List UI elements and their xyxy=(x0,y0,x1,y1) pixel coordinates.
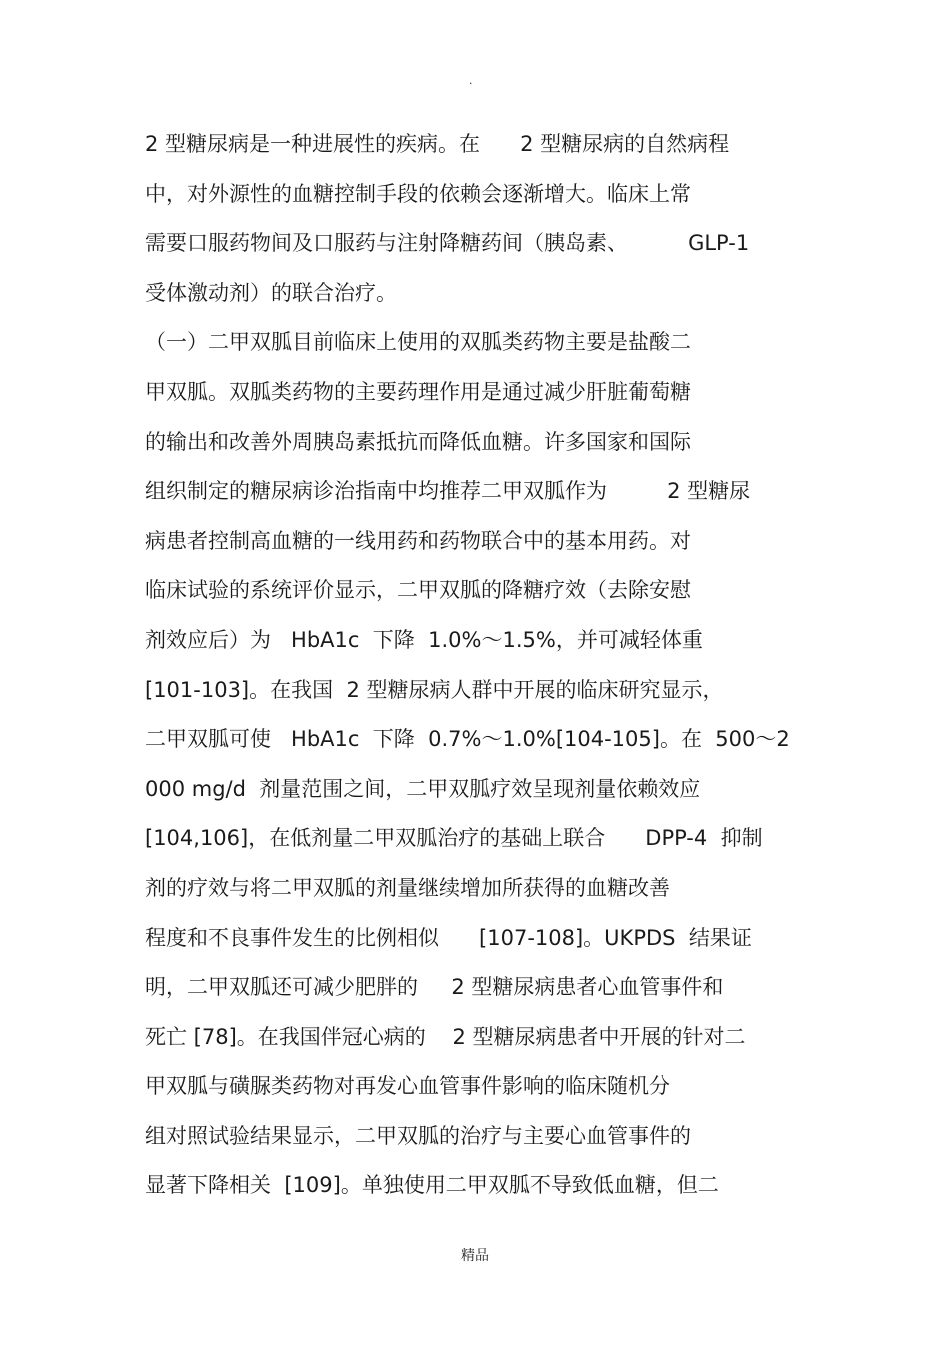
text-line: 甲双胍与磺脲类药物对再发心血管事件影响的临床随机分 xyxy=(145,1074,670,1099)
text-line: （一）二甲双胍目前临床上使用的双胍类药物主要是盐酸二 xyxy=(145,330,691,355)
text-line: 的输出和改善外周胰岛素抵抗而降低血糖。许多国家和国际 xyxy=(145,429,691,454)
text-line: 明，二甲双胍还可减少肥胖的 2 型糖尿病患者心血管事件和 xyxy=(145,975,724,1000)
text-line: 组对照试验结果显示，二甲双胍的治疗与主要心血管事件的 xyxy=(145,1123,691,1148)
page-footer: 精品 xyxy=(461,1248,489,1264)
text-line: 死亡 [78]。在我国伴冠心病的 2 型糖尿病患者中开展的针对二 xyxy=(145,1024,746,1049)
text-line: 2 型糖尿病是一种进展性的疾病。在 2 型糖尿病的自然病程 xyxy=(145,132,730,156)
text-line: 病患者控制高血糖的一线用药和药物联合中的基本用药。对 xyxy=(145,528,691,553)
text-line: 需要口服药物间及口服药与注射降糖药间（胰岛素、 GLP-1 xyxy=(145,231,750,256)
text-line: 甲双胍。双胍类药物的主要药理作用是通过减少肝脏葡萄糖 xyxy=(145,379,691,404)
text-line: 临床试验的系统评价显示，二甲双胍的降糖疗效（去除安慰 xyxy=(145,578,691,603)
header-dot: . xyxy=(469,74,473,87)
text-line: 000 mg/d 剂量范围之间，二甲双胍疗效呈现剂量依赖效应 xyxy=(145,776,701,801)
text-line: 剂效应后）为 HbA1c 下降 1.0%～1.5%，并可减轻体重 xyxy=(145,627,703,652)
text-line: 程度和不良事件发生的比例相似 [107-108]。UKPDS 结果证 xyxy=(145,925,752,950)
text-line: [104,106]，在低剂量二甲双胍治疗的基础上联合 DPP-4 抑制 xyxy=(145,826,763,851)
text-line: [101-103]。在我国 2 型糖尿病人群中开展的临床研究显示， xyxy=(145,677,724,702)
text-line: 显著下降相关 [109]。单独使用二甲双胍不导致低血糖，但二 xyxy=(145,1173,719,1198)
body-text xyxy=(145,124,825,1215)
text-line: 剂的疗效与将二甲双胍的剂量继续增加所获得的血糖改善 xyxy=(145,875,670,900)
text-line: 受体激动剂）的联合治疗。 xyxy=(145,280,397,305)
text-line: 组织制定的糖尿病诊治指南中均推荐二甲双胍作为 2 型糖尿 xyxy=(145,479,751,504)
text-line: 二甲双胍可使 HbA1c 下降 0.7%～1.0%[104-105]。在 500～2 xyxy=(145,727,790,752)
text-line: 中，对外源性的血糖控制手段的依赖会逐渐增大。临床上常 xyxy=(145,181,691,206)
